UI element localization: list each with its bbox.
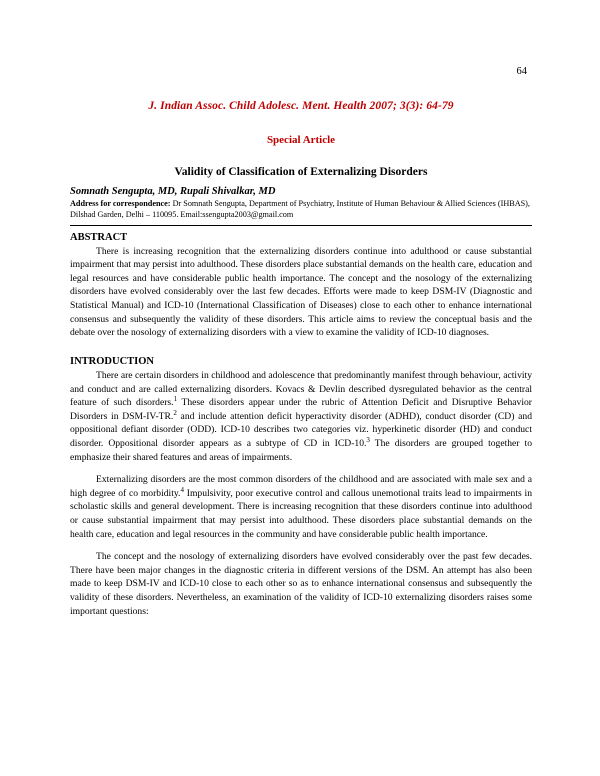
page-number: 64 [516, 66, 527, 77]
page-title: Validity of Classification of Externalizing Disorders [174, 166, 428, 178]
intro-paragraph-3: The concept and the nosology of externalizing disorders have evolved considerably over the past few decades. There have been major changes in the diagnostic criteria in different versions of the DSM. An attempt has also been made to keep DSM-IV and ICD-10 close to each other so as to enhance international consensus and subsequently the validity of these disorders. Nevertheless, an examination of the validity of ICD-10 externalizing disorders raises some important questions: [70, 551, 532, 617]
spacer [70, 349, 532, 356]
correspondence-label: Address for correspondence: [70, 199, 171, 208]
section-heading-introduction: INTRODUCTION [70, 355, 155, 367]
journal-citation: J. Indian Assoc. Child Adolesc. Ment. Health 2007; 3(3): 64-79 [148, 100, 454, 112]
page-content [70, 100, 532, 627]
correspondence-block [70, 199, 532, 221]
article-type-label: Special Article [266, 134, 336, 146]
author-list: Somnath Sengupta, MD, Rupali Shivalkar, MD [70, 186, 276, 197]
intro-paragraph-2: Externalizing disorders are the most common disorders of the childhood and are associated with male sex and a high degree of co morbidity.$^4$ Impulsivity, poor executive control and callous unemotional traits lead to impairments in scholastic skills and general development. There is increasing recognition that these disorders continue into adulthood or cause substantial impairment that may persist into adulthood. These disorders place substantial demands on the health care, education and legal resources in the community and have considerable public health importance. [70, 474, 532, 540]
correspondence-text: Dr Somnath Sengupta, Department of Psychiatry, Institute of Human Behaviour & Allied Sciences (IHBAS), Dilshad Garden, Delhi – 110095. Email:ssengupta2003@gmail.com [70, 199, 530, 219]
section-heading-abstract: ABSTRACT [70, 231, 128, 243]
abstract-paragraph: There is increasing recognition that the externalizing disorders continue into adulthood or cause substantial impairment that may persist into adulthood. These disorders place substantial demands on the health care, education and legal resources and have considerable public health importance. The concept and the nosology of the externalizing disorders have evolved considerably over the last few decades. Efforts were made to keep DSM-IV (Diagnostic and Statistical Manual) and ICD-10 (International Classification of Diseases) close to each other to enhance international consensus and subsequently the validity of these disorders. This article aims to review the conceptual basis and the debate over the nosology of externalizing disorders with a view to examine the validity of ICD-10 diagnoses. [70, 245, 532, 339]
divider [70, 225, 532, 226]
intro-paragraph-1: There are certain disorders in childhood and adolescence that predominantly manifest through behaviour, activity and conduct and are called externalizing disorders. Kovacs & Devlin described dysregulated behavior as the central feature of such disorders.$^1$ These disorders appear under the rubric of Attention Deficit and Disruptive Behavior Disorders in DSM-IV-TR.$^2$ and include attention deficit hyperactivity disorder (ADHD), conduct disorder (CD) and oppositional defiant disorder (ODD). ICD-10 describes two categories viz. hyperkinetic disorder (HD) and conduct disorder. Oppositional disorder appears as a subtype of CD in ICD-10.$^3$ The disorders are grouped together to emphasize their shared features and areas of impairments. [70, 369, 533, 463]
